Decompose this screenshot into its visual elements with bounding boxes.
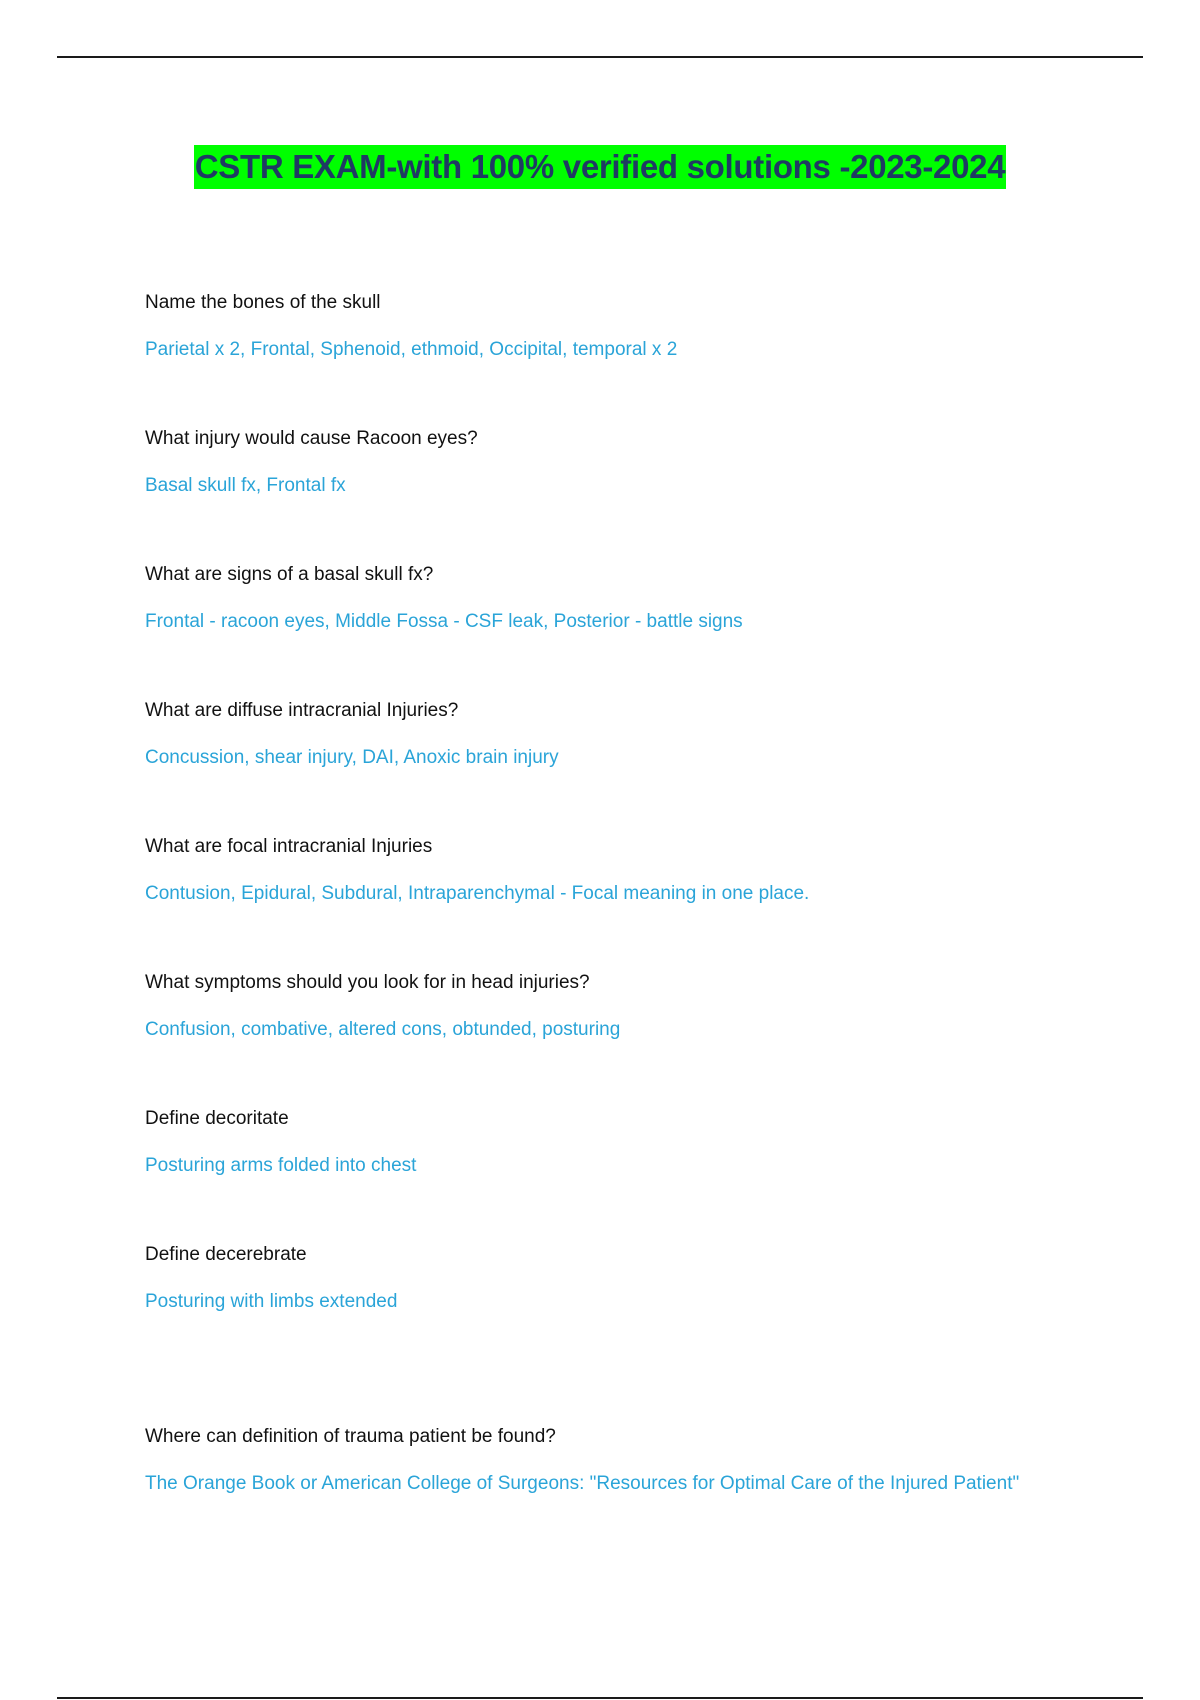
answer-text: Parietal x 2, Frontal, Sphenoid, ethmoid, Occipital, temporal x 2 bbox=[145, 339, 678, 360]
answer-text: Posturing arms folded into chest bbox=[145, 1155, 417, 1176]
answer-text: Contusion, Epidural, Subdural, Intraparenchymal - Focal meaning in one place. bbox=[145, 883, 810, 904]
bottom-divider bbox=[57, 1697, 1143, 1699]
question-text: What are diffuse intracranial Injuries? bbox=[145, 700, 459, 721]
qa-item bbox=[145, 1242, 1045, 1316]
qa-item bbox=[145, 698, 1045, 772]
qa-item bbox=[145, 562, 1045, 636]
question-text: Define decerebrate bbox=[145, 1244, 307, 1265]
question-text: What are focal intracranial Injuries bbox=[145, 836, 433, 857]
answer-text: Concussion, shear injury, DAI, Anoxic brain injury bbox=[145, 747, 559, 768]
title-block bbox=[0, 145, 1200, 189]
top-divider bbox=[57, 56, 1143, 58]
answer-text: Basal skull fx, Frontal fx bbox=[145, 475, 346, 496]
question-text: What are signs of a basal skull fx? bbox=[145, 564, 434, 585]
qa-item bbox=[145, 834, 1045, 908]
document-title: CSTR EXAM-with 100% verified solutions -2023-2024 bbox=[194, 145, 1007, 189]
qa-item bbox=[145, 290, 1045, 364]
question-text: What injury would cause Racoon eyes? bbox=[145, 428, 478, 449]
qa-item bbox=[145, 1424, 1045, 1498]
qa-item bbox=[145, 1106, 1045, 1180]
answer-text: Frontal - racoon eyes, Middle Fossa - CSF leak, Posterior - battle signs bbox=[145, 611, 743, 632]
qa-item bbox=[145, 970, 1045, 1044]
question-text: Name the bones of the skull bbox=[145, 292, 381, 313]
answer-text: The Orange Book or American College of Surgeons: "Resources for Optimal Care of the Injured Patient" bbox=[145, 1473, 1020, 1494]
answer-text: Posturing with limbs extended bbox=[145, 1291, 398, 1312]
answer-text: Confusion, combative, altered cons, obtunded, posturing bbox=[145, 1019, 621, 1040]
qa-item bbox=[145, 426, 1045, 500]
question-text: Where can definition of trauma patient be found? bbox=[145, 1426, 556, 1447]
question-text: What symptoms should you look for in head injuries? bbox=[145, 972, 590, 993]
question-text: Define decoritate bbox=[145, 1108, 289, 1129]
